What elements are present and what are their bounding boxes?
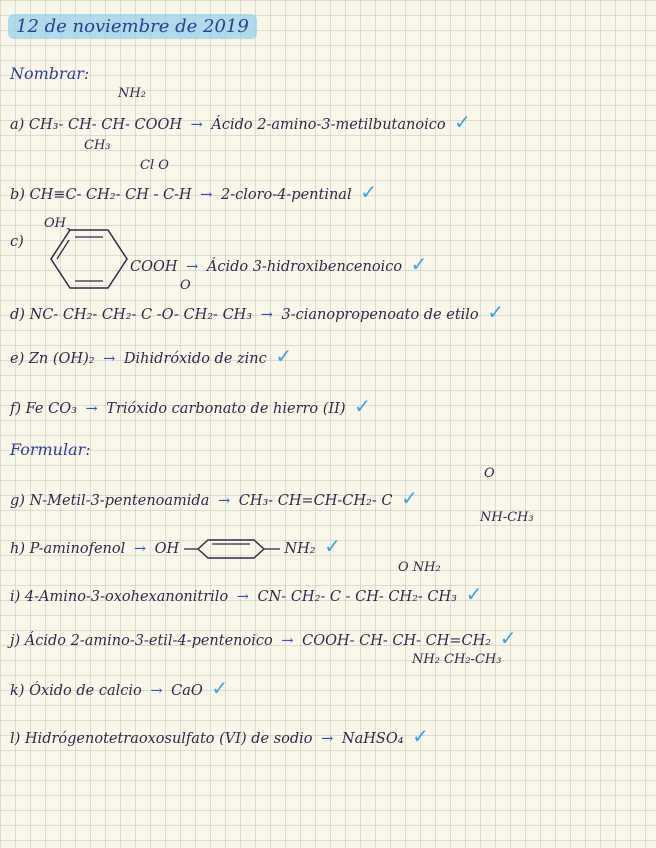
item-f-answer: Trióxido carbonato de hierro (II) (106, 401, 346, 417)
check-icon: ✓ (499, 626, 517, 650)
check-icon: ✓ (412, 724, 429, 748)
item-g-below: NH-CH₃ (480, 510, 534, 525)
item-j-label: j) (10, 633, 21, 649)
arrow-icon: → (260, 307, 273, 323)
item-l-answer: NaHSO₄ (341, 731, 404, 747)
date-heading: 12 de noviembre de 2019 (8, 14, 257, 39)
item-f (10, 396, 371, 419)
item-f-label: f) (10, 401, 22, 417)
item-a-above: NH₂ (118, 86, 146, 101)
item-b-formula: CH≡C- CH₂- CH - C-H (29, 187, 192, 203)
item-b-answer: 2-cloro-4-pentinal (221, 187, 352, 203)
item-k-answer: CaO (171, 683, 203, 699)
check-icon: ✓ (410, 252, 428, 276)
heading-nombrar: Nombrar: (10, 64, 90, 83)
item-a-formula: CH₃- CH- CH- COOH (28, 117, 182, 133)
item-k-name: Óxido de calcio (29, 683, 142, 699)
item-i-name: 4-Amino-3-oxohexanonitrilo (24, 589, 229, 605)
arrow-icon: → (236, 589, 249, 605)
item-c-answer: Ácido 3-hidroxibencenoico (206, 259, 403, 275)
check-icon: ✓ (360, 180, 377, 204)
item-b (10, 182, 377, 205)
item-a-label: a) (10, 117, 25, 133)
item-j-name: Ácido 2-amino-3-etil-4-pentenoico (24, 633, 273, 649)
arrow-icon: → (281, 633, 294, 649)
item-d-label: d) (10, 307, 25, 323)
check-icon: ✓ (211, 676, 229, 700)
item-e-answer: Dihidróxido de zinc (123, 351, 267, 367)
check-icon: ✓ (354, 394, 371, 418)
item-a (10, 112, 471, 135)
item-i (10, 584, 482, 607)
item-g (10, 488, 418, 511)
item-h-label: h) (10, 541, 25, 557)
arrow-icon: → (133, 541, 146, 557)
item-j (10, 628, 516, 651)
item-h-left: OH (154, 541, 180, 557)
item-f-formula: Fe CO₃ (25, 401, 77, 417)
item-b-label: b) (10, 187, 25, 203)
arrow-icon: → (217, 493, 231, 509)
item-e (10, 346, 292, 369)
arrow-icon: → (186, 259, 199, 275)
item-h-name: P-aminofenol (29, 541, 126, 557)
arrow-icon: → (200, 187, 213, 203)
check-icon: ✓ (487, 300, 505, 324)
item-c-group: COOH (130, 259, 178, 275)
item-h-right: NH₂ (284, 541, 316, 557)
item-j-answer: COOH- CH- CH- CH=CH₂ (302, 633, 492, 649)
arrow-icon: → (150, 683, 163, 699)
item-b-above: Cl O (140, 158, 169, 173)
item-g-label: g) (10, 493, 25, 509)
arrow-icon: → (85, 401, 98, 417)
benzene-ring-icon (184, 538, 280, 560)
check-icon: ✓ (275, 344, 293, 368)
item-l-name: Hidrógenotetraoxosulfato (VI) de sodio (24, 731, 313, 747)
item-i-above: O NH₂ (398, 560, 441, 575)
item-a-below: CH₃ (84, 138, 111, 153)
item-g-answer: CH₃- CH=CH-CH₂- C (238, 493, 393, 509)
item-c (130, 254, 427, 277)
item-l (10, 726, 429, 749)
item-d-formula: NC- CH₂- CH₂- C -O- CH₂- CH₃ (29, 307, 253, 323)
check-icon: ✓ (465, 582, 483, 606)
check-icon: ✓ (454, 110, 471, 134)
item-h (10, 536, 341, 560)
check-icon: ✓ (401, 486, 418, 510)
arrow-icon: → (103, 351, 116, 367)
item-c-substituent: OH (44, 216, 66, 231)
item-i-answer: CN- CH₂- C - CH- CH₂- CH₃ (257, 589, 457, 605)
item-e-formula: Zn (OH)₂ (28, 351, 95, 367)
arrow-icon: → (321, 731, 334, 747)
item-j-below: NH₂ CH₂-CH₃ (412, 652, 502, 667)
item-a-answer: Ácido 2-amino-3-metilbutanoico (211, 117, 446, 133)
item-k (10, 678, 228, 701)
benzene-ring-icon (48, 228, 130, 290)
item-c-label: c) (10, 234, 24, 250)
item-g-name: N-Metil-3-pentenoamida (29, 493, 210, 509)
item-g-above: O (484, 466, 495, 481)
arrow-icon: → (190, 117, 203, 133)
item-d-answer: 3-cianopropenoato de etilo (281, 307, 479, 323)
heading-formular: Formular: (10, 440, 91, 459)
check-icon: ✓ (324, 534, 341, 558)
item-e-label: e) (10, 351, 25, 367)
item-d-above: O (180, 278, 191, 293)
item-l-label: l) (10, 731, 21, 747)
item-i-label: i) (10, 589, 21, 605)
item-k-label: k) (10, 683, 25, 699)
item-d (10, 302, 504, 325)
